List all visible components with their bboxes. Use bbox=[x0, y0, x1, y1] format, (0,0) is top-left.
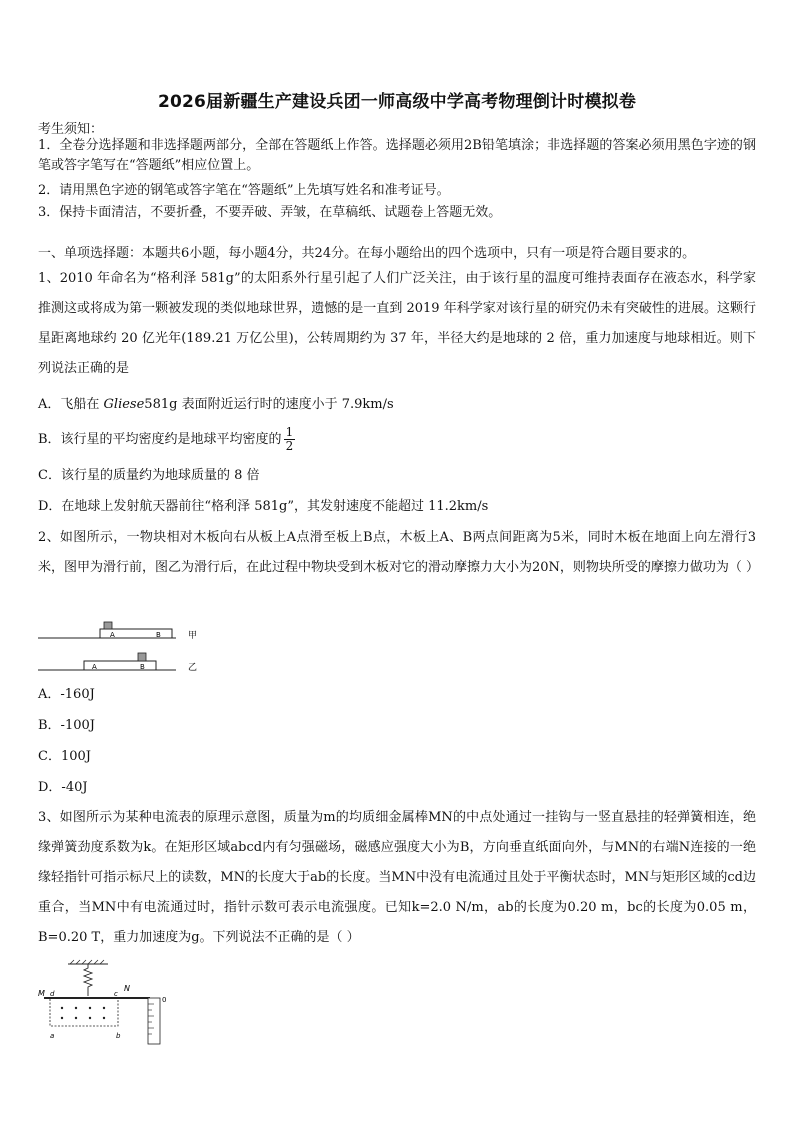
ceiling-hatch bbox=[70, 960, 104, 964]
label-b: b bbox=[116, 1032, 121, 1040]
fraction bbox=[284, 426, 296, 453]
question-3-figure bbox=[34, 958, 174, 1048]
spring bbox=[84, 964, 92, 996]
option-a-suffix: 581g 表面附近运行时的速度小于 7.9km/s bbox=[144, 397, 394, 412]
question-2-option-b: B．-100J bbox=[38, 718, 95, 733]
option-a-italic: Gliese bbox=[103, 397, 145, 412]
point-a-label: A bbox=[110, 631, 115, 639]
label-m: M bbox=[38, 989, 45, 998]
question-2-option-d: D．-40J bbox=[38, 780, 88, 795]
figure-label-jia: 甲 bbox=[188, 631, 198, 641]
notice-heading: 考生须知： bbox=[38, 122, 104, 137]
option-a-prefix: A．飞船在 bbox=[38, 397, 104, 412]
option-b-text: B．该行星的平均密度约是地球平均密度的 bbox=[38, 432, 282, 447]
block-yi bbox=[138, 653, 146, 661]
question-2-stem: 2、如图所示，一物块相对木板向右从板上A点滑至板上B点，木板上A、B两点间距离为5米，同时木板在地面上向左滑行3米，图甲为滑行前，图乙为滑行后，在此过程中物块受到木板对它的滑动摩擦力大小为20N，则物块所受的摩擦力做功为（ ） bbox=[38, 530, 760, 575]
label-d: d bbox=[50, 990, 55, 998]
field-region-abcd bbox=[50, 998, 118, 1026]
notice-item-3: 3．保持卡面清洁，不要折叠，不要弄破、弄皱，在草稿纸、试题卷上答题无效。 bbox=[38, 205, 502, 220]
question-1-option-c: C．该行星的质量约为地球质量的 8 倍 bbox=[38, 468, 260, 483]
page-title: 2026届新疆生产建设兵团一师高级中学高考物理倒计时模拟卷 bbox=[157, 92, 637, 112]
scale-ruler bbox=[148, 998, 160, 1044]
fraction-denominator: 2 bbox=[285, 439, 294, 453]
question-1-option-a bbox=[38, 397, 394, 413]
question-2-figure bbox=[36, 618, 196, 674]
label-c: c bbox=[114, 990, 118, 998]
question-3-stem: 3、如图所示为某种电流表的原理示意图，质量为m的均质细金属棒MN的中点处通过一挂钩与一竖直悬挂的轻弹簧相连，绝缘弹簧劲度系数为k。在矩形区域abcd内有匀强磁场，磁感应强度大小为B，方向垂直纸面向外，与MN的右端N连接的一绝缘轻指针可指示标尺上的读数，MN的长度大于ab的长度。当MN中没有电流通过且处于平衡状态时，MN与矩形区域的cd边重合，当MN中有电流通过时，指针示数可表示电流强度。已知k=2.0 N/m，ab的长度为0.20 m，bc的长度为0.05 m，B=0.20 T，重力加速度为g。下列说法不正确的是（ ） bbox=[38, 810, 756, 945]
point-a-label-yi: A bbox=[92, 663, 97, 671]
point-b-label: B bbox=[156, 631, 161, 639]
question-2-option-c: C．100J bbox=[38, 749, 91, 764]
fraction-numerator: 1 bbox=[285, 425, 294, 439]
section-heading: 一、单项选择题：本题共6小题，每小题4分，共24分。在每小题给出的四个选项中，只有一项是符合题目要求的。 bbox=[38, 246, 696, 261]
block-jia bbox=[104, 622, 112, 629]
question-1-option-b bbox=[38, 423, 295, 457]
question-1-stem: 1、2010 年命名为“格利泽 581g”的太阳系外行星引起了人们广泛关注，由于该行星的温度可维持表面存在液态水，科学家推测这或将成为第一颗被发现的类似地球世界，遗憾的是一直到 2019 年科学家对该行星的研究仍未有突破性的进展。这颗行星距离地球约 20 亿光年(189.21 万亿公里)，公转周期约为 37 年，半径大约是地球的 2 倍，重力加速度与地球相近。则下列说法正确的是 bbox=[38, 271, 756, 376]
figure-label-yi: 乙 bbox=[188, 663, 198, 673]
question-2-option-a: A．-160J bbox=[38, 687, 95, 702]
question-1-option-d: D．在地球上发射航天器前往“格利泽 581g”，其发射速度不能超过 11.2km/s bbox=[38, 499, 489, 514]
notice-item-2: 2．请用黑色字迹的钢笔或答字笔在“答题纸”上先填写姓名和准考证号。 bbox=[38, 183, 450, 198]
label-a: a bbox=[50, 1032, 55, 1040]
point-b-label-yi: B bbox=[140, 663, 145, 671]
notice-item-1: 1．全卷分选择题和非选择题两部分，全部在答题纸上作答。选择题必须用2B铅笔填涂；非选择题的答案必须用黑色字迹的钢笔或答字笔写在“答题纸”相应位置上。 bbox=[38, 138, 756, 173]
scale-zero-label: 0 bbox=[162, 996, 167, 1004]
label-n: N bbox=[124, 984, 130, 993]
field-dots bbox=[61, 1007, 105, 1019]
